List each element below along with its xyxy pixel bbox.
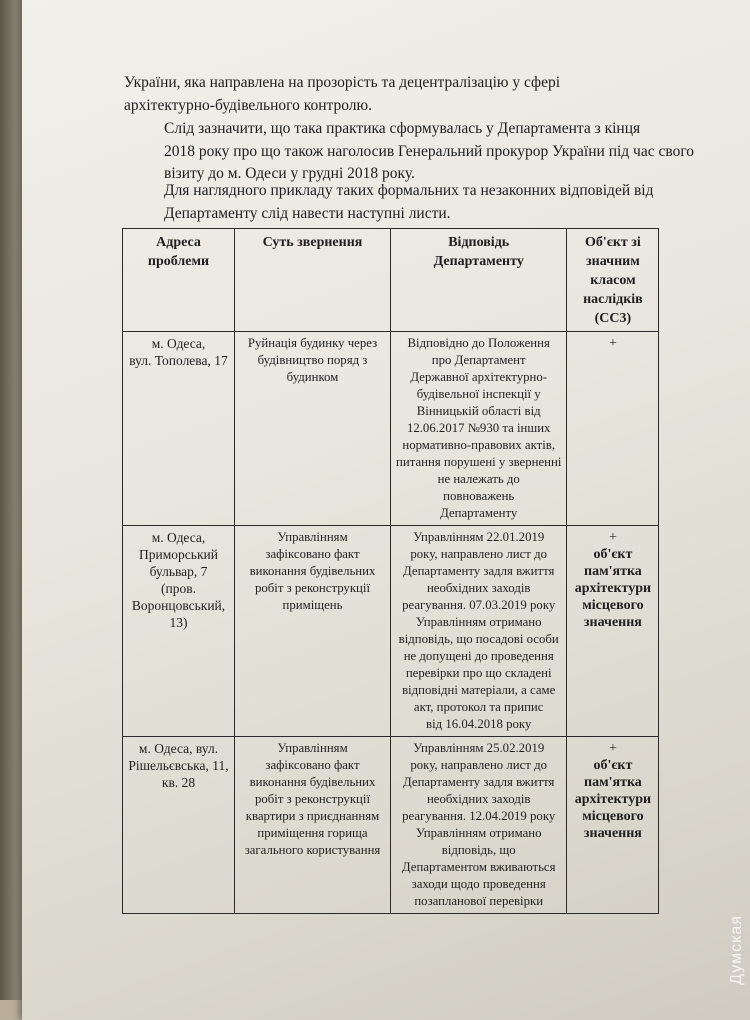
paragraph-line: України, яка направлена на прозорість та децентралізацію у сфері [124,74,561,91]
cell-line: бульвар, 7 [149,564,208,579]
cell-address [123,526,235,737]
paragraph-line: Департаменту слід навести наступні листи. [164,204,451,222]
cell-line: відповідь, що посадові особи [398,632,559,646]
cell-line: загального користування [244,843,381,857]
cell-line: Суть звернення [262,235,363,250]
cell-line: Департаменту [440,506,518,520]
cell-line: архітектури [574,792,652,807]
cell-line: зафіксовано факт [265,547,360,561]
header-issue [235,229,391,332]
cell-line: Рішельєвська, 11, [128,758,229,773]
cell-issue [235,737,391,914]
class-plus-mark: + [608,336,617,351]
cell-response [391,332,567,526]
cell-line: вул. Тополева, 17 [129,353,228,368]
cell-line: об'єкт [593,758,633,773]
cell-class [567,332,659,526]
watermark-text: Думская [728,915,745,985]
cell-line: Управлінням [277,530,348,544]
cell-line: Об'єкт зі [585,235,641,250]
cell-line: реагування. 07.03.2019 року [402,598,556,612]
cell-line: Управлінням отримано [415,615,542,629]
cell-line: приміщення горища [257,826,368,840]
cell-line: Департаменту задля вжиття [403,564,555,578]
cell-line: Руйнація будинку через [247,336,378,350]
cell-line: архітектури [574,581,652,596]
cell-line: 12.06.2017 №930 та інших [406,421,551,435]
cell-line: Департаментом вживаються [401,860,556,874]
cell-line: Вінницькій області від [416,404,541,418]
table-row [123,332,659,526]
cell-line: року, направлено лист до [410,758,548,772]
header-class [567,229,659,332]
cell-line: відповідь, що [441,843,516,857]
cell-line: приміщень [282,598,343,612]
cell-line: робіт з реконструкції [254,581,371,595]
cell-line: м. Одеса, [151,530,206,545]
cell-line: (пров. [161,581,196,596]
cell-line: від 16.04.2018 року [426,717,532,731]
table-row [123,526,659,737]
letters-table [122,228,659,914]
cell-line: заходи щодо проведення [411,877,546,891]
cell-line: наслідків [583,292,643,307]
cell-line: року, направлено лист до [410,547,548,561]
cell-line: Приморський [139,547,218,562]
cell-line: виконання будівельних [249,564,376,578]
cell-line: пам'ятка [584,775,642,790]
cell-line: акт, протокол та припис [413,700,544,714]
cell-issue [235,332,391,526]
header-address [123,229,235,332]
paragraph-line: Слід зазначити, що така практика сформувалась у Департамента з кінця [164,120,641,137]
paragraph-line: архітектурно-будівельного контролю. [124,96,372,114]
cell-line: Департаменту [433,254,524,269]
cell-line: реагування. 12.04.2019 року [402,809,556,823]
cell-line: пам'ятка [584,564,642,579]
class-text [572,757,653,842]
paragraph-2 [124,118,716,186]
cell-line: зафіксовано факт [265,758,360,772]
cell-line: класом [590,273,636,288]
cell-line: необхідних заходів [426,792,531,806]
class-plus-mark: + [608,530,617,545]
cell-line: Адреса [156,235,201,250]
cell-line: об'єкт [593,547,633,562]
cell-line: Управлінням [277,741,348,755]
cell-line: необхідних заходів [426,581,531,595]
cell-line: проблеми [147,254,210,269]
cell-line: місцевого [582,809,644,824]
cell-line: будинком [286,370,339,384]
cell-line: позапланової перевірки [414,894,544,908]
cell-line: Управлінням 22.01.2019 [413,530,545,544]
cell-response [391,526,567,737]
cell-line: значним [586,254,640,269]
cell-line: м. Одеса, вул. [138,741,219,756]
cell-issue [235,526,391,737]
cell-line: квартири з приєднанням [245,809,380,823]
cell-response [391,737,567,914]
paragraph-line: 2018 року про що також наголосив Генеральний прокурор України під час свого [164,142,695,160]
cell-line: не належать до [437,472,520,486]
cell-address [123,332,235,526]
cell-line: відповідні матеріали, а саме [402,683,556,697]
cell-line: Державної архітектурно- [410,370,548,384]
cell-line: Відповідь [448,235,510,250]
cell-line: (СС3) [594,311,632,326]
cell-line: перевірки про що складені [405,666,552,680]
cell-line: м. Одеса, [151,336,206,351]
paragraph-3 [124,180,716,225]
cell-line: Департаменту задля вжиття [403,775,555,789]
cell-line: Відповідно до Положення [407,336,550,350]
cell-line: кв. 28 [161,775,196,790]
cell-line: не допущені до проведення [403,649,554,663]
paragraph-line: Для наглядного прикладу таких формальних та незаконних відповідей від [164,182,654,199]
header-response [391,229,567,332]
cell-line: значення [583,826,642,841]
cell-line: повноважень [443,489,515,503]
paragraph-line: візиту до м. Одеси у грудні 2018 року. [164,165,415,182]
cell-line: Управлінням отримано [415,826,542,840]
cell-line: 13) [169,615,188,630]
cell-line: питання порушені у зверненні [396,455,562,469]
cell-line: нормативно-правових актів, [402,438,556,452]
cell-line: робіт з реконструкції [254,792,371,806]
cell-line: виконання будівельних [249,775,376,789]
cell-class [567,737,659,914]
cell-line: Воронцовський, [131,598,226,613]
class-text [572,546,653,631]
cell-address [123,737,235,914]
cell-line: про Департамент [431,353,526,367]
table-header-row [123,229,659,332]
cell-line: значення [583,615,642,630]
cell-line: Управлінням 25.02.2019 [413,741,545,755]
paragraph-1 [124,72,716,117]
table-row [123,737,659,914]
cell-line: будівельної інспекції у [416,387,541,401]
cell-class [567,526,659,737]
class-plus-mark: + [608,741,617,756]
cell-line: будівництво поряд з [257,353,368,367]
cell-line: місцевого [582,598,644,613]
